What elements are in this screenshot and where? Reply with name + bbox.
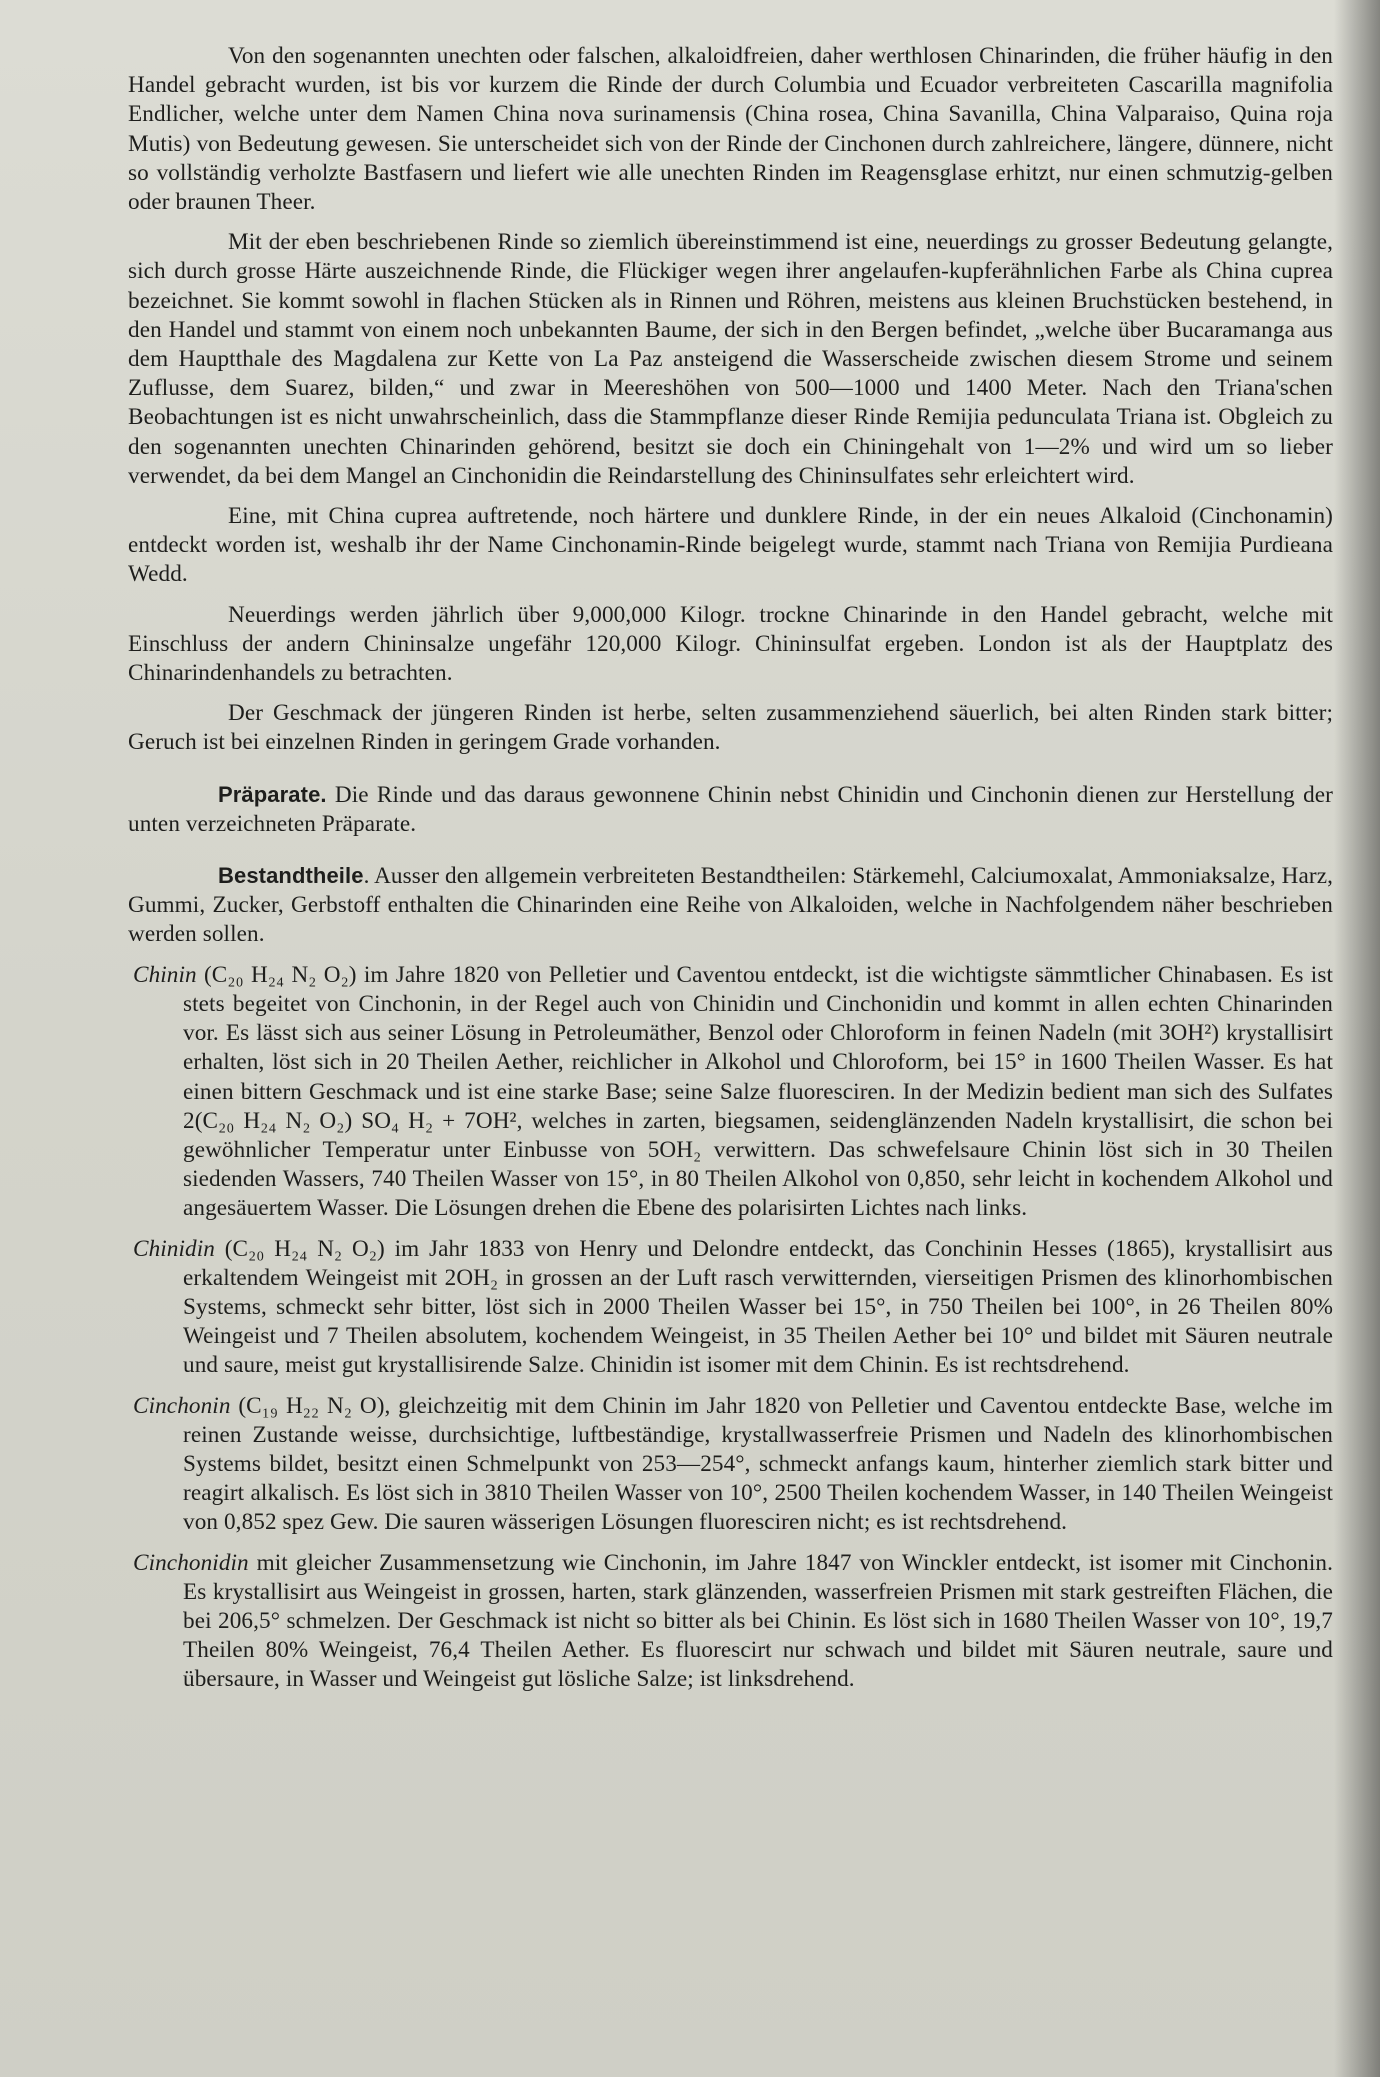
bestandtheile-heading: Bestandtheile [218, 863, 364, 889]
entry-chinin [128, 961, 1333, 1224]
entry-text: (C₂₀ H₂₄ N₂ O₂) im Jahr 1833 von Henry und Delondre entdeckt, das Conchinin Hesses (1865), krystallisirt aus erkaltendem Weingeist mit 2OH₂ in grossen an der Luft rasch verwitternden, vierseitigen Prismen des klinorhombischen Systems, schmeckt sehr bitter, löst sich in 2000 Theilen Wasser bei 15°, in 750 Theilen bei 100°, in 26 Theilen 80% Weingeist und 7 Theilen absolutem, kochendem Weingeist, in 35 Theilen Aether bei 10° und bildet mit Säuren neutrale und saure, meist gut krystallisirende Salze. Chinidin ist isomer mit dem Chinin. Es ist rechtsdrehend. [183, 1235, 1333, 1379]
paragraph-handel: Neuerdings werden jährlich über 9,000,000 Kilogr. trockne Chinarinde in den Handel gebracht, welche mit Einschluss der andern Chininsalze ungefähr 120,000 Kilogr. Chininsulfat ergeben. London ist als der Hauptplatz des Chinarindenhandels zu betrachten. [128, 601, 1333, 687]
entry-text: mit gleicher Zusammensetzung wie Cinchonin, im Jahre 1847 von Winckler entdeckt, ist isomer mit Cinchonin. Es krystallisirt aus Weingeist in grossen, harten, stark glänzenden, wasserfreien Prismen mit stark gestreiften Flächen, die bei 206,5° schmelzen. Der Geschmack ist nicht so bitter als bei Chinin. Es löst sich in 1680 Theilen Wasser von 10°, 19,7 Theilen 80% Weingeist, 76,4 Theilen Aether. Es fluorescirt nur schwach und bildet mit Säuren neutrale, saure und übersaure, in Wasser und Weingeist gut lösliche Salze; ist linksdrehend. [183, 1549, 1333, 1693]
entry-cinchonin [128, 1392, 1333, 1538]
paragraph-china-cuprea: Mit der eben beschriebenen Rinde so ziemlich übereinstimmend ist eine, neuerdings zu grosser Bedeutung gelangte, sich durch grosse Härte auszeichnende Rinde, die Flückiger wegen ihrer angelaufen-kupferähnlichen Farbe als China cuprea bezeichnet. Sie kommt sowohl in flachen Stücken als in Rinnen und Röhren, meistens aus kleinen Bruchstücken bestehend, in den Handel und stammt von einem noch unbekannten Baume, der sich in den Bergen befindet, „welche über Bucaramanga aus dem Hauptthale des Magdalena zur Kette von La Paz ansteigend die Wasserscheide zwischen diesem Strome und seinem Zuflusse, dem Suarez, bilden,“ und zwar in Meereshöhen von 500—1000 und 1400 Meter. Nach den Triana'schen Beobachtungen ist es nicht unwahrscheinlich, dass die Stammpflanze dieser Rinde Remijia pedunculata Triana ist. Obgleich zu den sogenannten unechten Chinarinden gehörend, besitzt sie doch ein Chiningehalt von 1—2% und wird um so lieber verwendet, da bei dem Mangel an Cinchonidin die Reindarstellung des Chininsulfates sehr erleichtert wird. [128, 229, 1333, 489]
entry-text: (C₂₀ H₂₄ N₂ O₂) im Jahre 1820 von Pelletier und Caventou entdeckt, ist die wichtigste sämmtlicher Chinabasen. Es ist stets begeitet von Cinchonin, in der Regel auch von Chinidin und Cinchonidin und kommt in allen echten Chinarinden vor. Es lässt sich aus seiner Lösung in Petroleumäther, Benzol oder Chloroform in feinen Nadeln (mit 3OH²) krystallisirt erhalten, löst sich in 20 Theilen Aether, reichlicher in Alkohol und Chloroform, bei 15° in 1600 Theilen Wasser. Es hat einen bittern Geschmack und ist eine starke Base; seine Salze fluoresciren. In der Medizin bedient man sich des Sulfates 2(C₂₀ H₂₄ N₂ O₂) SO₄ H₂ + 7OH², welches in zarten, biegsamen, seidenglänzenden Nadeln krystallisirt, die schon bei gewöhnlicher Temperatur unter Einbusse von 5OH₂ verwittern. Das schwefelsaure Chinin löst sich in 30 Theilen siedenden Wassers, 740 Theilen Wasser von 15°, in 80 Theilen Alkohol von 0,850, sehr leicht in kochendem Alkohol und angesäuertem Wasser. Die Lösungen drehen die Ebene des polarisirten Lichtes nach links. [183, 961, 1333, 1222]
entry-name: Chinin [133, 961, 197, 988]
bestandtheile-text: . Ausser den allgemein verbreiteten Bestandtheilen: Stärkemehl, Calciumoxalat, Ammoniaksalze, Harz, Gummi, Zucker, Gerbstoff enthalten die Chinarinden eine Reihe von Alkaloiden, welche in Nachfolgendem näher beschrieben werden sollen. [128, 863, 1333, 948]
praeparate-heading: Präparate. [218, 781, 327, 807]
page-text-column [128, 42, 1333, 1706]
entry-chinidin [128, 1235, 1333, 1381]
paragraph-cinchonamin-rinde: Eine, mit China cuprea auftretende, noch härtere und dunklere Rinde, in der ein neues Alkaloid (Cinchonamin) entdeckt worden ist, weshalb ihr der Name Cinchonamin-Rinde beigelegt wurde, stammt nach Triana von Remijia Purdieana Wedd. [128, 503, 1333, 588]
section-bestandtheile [128, 861, 1333, 950]
paragraph-geschmack: Der Geschmack der jüngeren Rinden ist herbe, selten zusammenziehend säuerlich, bei alten Rinden stark bitter; Geruch ist bei einzelnen Rinden in geringem Grade vorhanden. [128, 700, 1333, 756]
entry-name: Cinchonidin [133, 1549, 249, 1576]
entry-name: Cinchonin [133, 1392, 231, 1419]
entry-cinchonidin [128, 1549, 1333, 1695]
entry-text: (C₁₉ H₂₂ N₂ O), gleichzeitig mit dem Chinin im Jahr 1820 von Pelletier und Caventou entdeckte Base, welche im reinen Zustande weisse, durchsichtige, luftbeständige, krystallwasserfreie Prismen und Nadeln des klinorhombischen Systems bildet, besitzt einen Schmelpunkt von 253—254°, schmeckt anfangs kaum, hinterher ziemlich stark bitter und reagirt alkalisch. Es löst sich in 3810 Theilen Wasser von 10°, 2500 Theilen kochendem Wasser, in 140 Theilen Weingeist von 0,852 spez Gew. Die sauren wässerigen Lösungen fluoresciren nicht; es ist rechtsdrehend. [183, 1392, 1333, 1536]
section-praeparate [128, 780, 1333, 839]
praeparate-text: Die Rinde und das daraus gewonnene Chinin nebst Chinidin und Cinchonin dienen zur Herstellung der unten verzeichneten Präparate. [128, 781, 1333, 837]
paragraph-unechte-rinden: Von den sogenannten unechten oder falschen, alkaloidfreien, daher werthlosen Chinarinden, die früher häufig in den Handel gebracht wurden, ist bis vor kurzem die Rinde der durch Columbia und Ecuador verbreiteten Cascarilla magnifolia Endlicher, welche unter dem Namen China nova surinamensis (China rosea, China Savanilla, China Valparaiso, Quina roja Mutis) von Bedeutung gewesen. Sie unterscheidet sich von der Rinde der Cinchonen durch zahlreichere, längere, dünnere, nicht so vollständig verholzte Bastfasern und liefert wie alle unechten Rinden im Reagensglase erhitzt, nur einen schmutzig-gelben oder braunen Theer. [128, 43, 1333, 216]
entry-name: Chinidin [133, 1235, 215, 1262]
